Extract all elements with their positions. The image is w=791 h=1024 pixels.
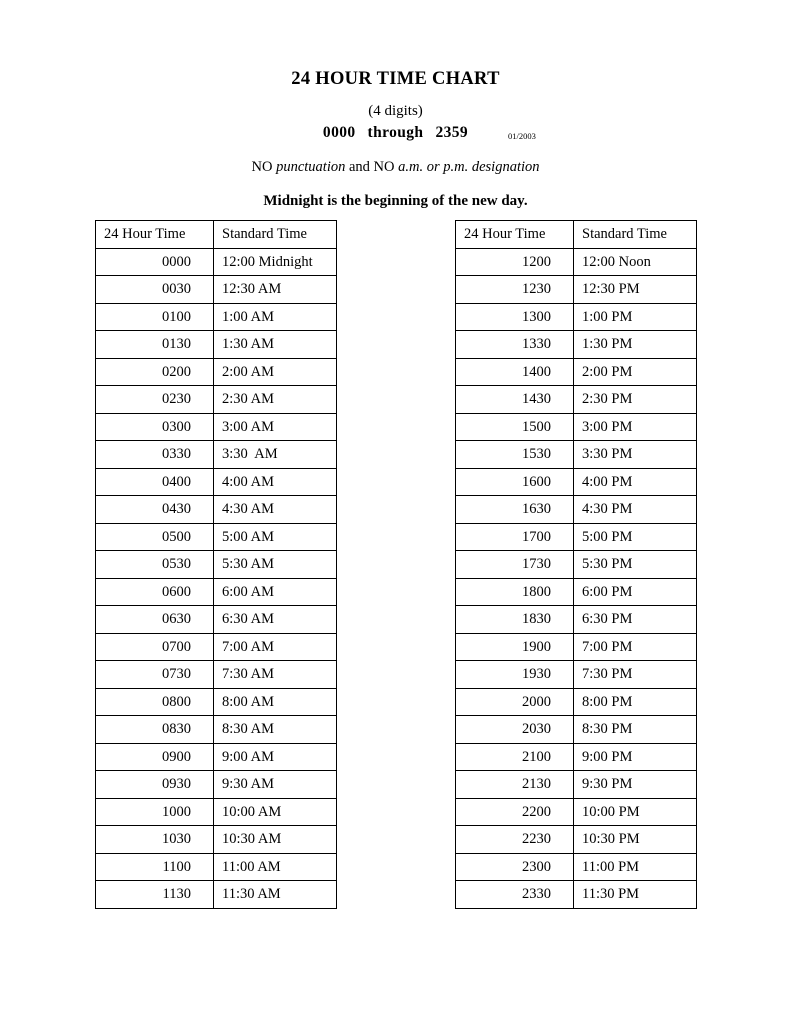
table-row [96, 826, 337, 854]
cell-standard-time: 1:30 AM [214, 331, 337, 359]
cell-standard-time: 4:30 AM [214, 496, 337, 524]
table-row [456, 413, 697, 441]
cell-standard-time: 1:00 AM [214, 303, 337, 331]
table-row [96, 688, 337, 716]
table-row [456, 606, 697, 634]
table-row [96, 551, 337, 579]
punctuation-note-part1: NO [251, 159, 277, 175]
cell-24-hour-time: 0730 [96, 661, 214, 689]
table-row [96, 248, 337, 276]
table-row [96, 468, 337, 496]
cell-standard-time: 8:00 PM [574, 688, 697, 716]
cell-standard-time: 8:00 AM [214, 688, 337, 716]
table-row [96, 358, 337, 386]
cell-24-hour-time: 0800 [96, 688, 214, 716]
table-row [456, 248, 697, 276]
cell-24-hour-time: 0400 [96, 468, 214, 496]
cell-24-hour-time: 0700 [96, 633, 214, 661]
table-row [96, 853, 337, 881]
cell-standard-time: 11:00 AM [214, 853, 337, 881]
table-row [96, 633, 337, 661]
table-row [96, 661, 337, 689]
table-row [456, 303, 697, 331]
punctuation-note-part4: a.m. or p.m. designation [398, 159, 540, 175]
cell-standard-time: 9:30 PM [574, 771, 697, 799]
table-row [456, 716, 697, 744]
cell-24-hour-time: 1130 [96, 881, 214, 909]
cell-standard-time: 3:30 PM [574, 441, 697, 469]
table-row [456, 358, 697, 386]
cell-24-hour-time: 1800 [456, 578, 574, 606]
cell-24-hour-time: 0230 [96, 386, 214, 414]
cell-standard-time: 8:30 PM [574, 716, 697, 744]
am-table-head [96, 221, 337, 249]
cell-standard-time: 12:00 Noon [574, 248, 697, 276]
cell-standard-time: 10:30 AM [214, 826, 337, 854]
cell-standard-time: 12:00 Midnight [214, 248, 337, 276]
cell-24-hour-time: 0200 [96, 358, 214, 386]
table-row [456, 441, 697, 469]
range-end-value: 2359 [435, 124, 469, 141]
cell-24-hour-time: 0100 [96, 303, 214, 331]
table-header-row [96, 221, 337, 249]
cell-standard-time: 7:30 AM [214, 661, 337, 689]
cell-24-hour-time: 1630 [456, 496, 574, 524]
table-row [456, 633, 697, 661]
table-row [456, 276, 697, 304]
table-row [96, 496, 337, 524]
table-header-row [456, 221, 697, 249]
cell-standard-time: 5:00 AM [214, 523, 337, 551]
cell-24-hour-time: 0300 [96, 413, 214, 441]
cell-24-hour-time: 1900 [456, 633, 574, 661]
pm-table-body [456, 248, 697, 908]
cell-24-hour-time: 1600 [456, 468, 574, 496]
table-row [456, 551, 697, 579]
cell-standard-time: 7:30 PM [574, 661, 697, 689]
table-row [456, 496, 697, 524]
punctuation-note [0, 158, 791, 176]
cell-24-hour-time: 1000 [96, 798, 214, 826]
table-row [456, 853, 697, 881]
cell-standard-time: 12:30 AM [214, 276, 337, 304]
cell-24-hour-time: 2100 [456, 743, 574, 771]
table-row [96, 606, 337, 634]
cell-standard-time: 1:30 PM [574, 331, 697, 359]
cell-standard-time: 11:30 AM [214, 881, 337, 909]
cell-standard-time: 2:30 PM [574, 386, 697, 414]
cell-standard-time: 11:00 PM [574, 853, 697, 881]
cell-standard-time: 10:00 AM [214, 798, 337, 826]
cell-24-hour-time: 0000 [96, 248, 214, 276]
time-range-line [0, 123, 791, 142]
cell-24-hour-time: 0900 [96, 743, 214, 771]
cell-24-hour-time: 1700 [456, 523, 574, 551]
table-row [96, 771, 337, 799]
digits-note: (4 digits) [368, 103, 423, 119]
am-time-table-container [95, 220, 337, 909]
cell-24-hour-time: 1400 [456, 358, 574, 386]
cell-24-hour-time: 0130 [96, 331, 214, 359]
pm-table-head [456, 221, 697, 249]
table-row [456, 798, 697, 826]
cell-standard-time: 10:30 PM [574, 826, 697, 854]
cell-24-hour-time: 2130 [456, 771, 574, 799]
cell-standard-time: 2:00 AM [214, 358, 337, 386]
cell-24-hour-time: 1330 [456, 331, 574, 359]
pm-time-table [455, 220, 697, 909]
cell-standard-time: 4:00 PM [574, 468, 697, 496]
cell-standard-time: 6:00 PM [574, 578, 697, 606]
cell-standard-time: 6:00 AM [214, 578, 337, 606]
cell-standard-time: 5:00 PM [574, 523, 697, 551]
table-row [456, 386, 697, 414]
table-row [96, 276, 337, 304]
cell-standard-time: 3:00 AM [214, 413, 337, 441]
cell-24-hour-time: 0330 [96, 441, 214, 469]
table-row [96, 523, 337, 551]
cell-standard-time: 9:00 AM [214, 743, 337, 771]
table-row [456, 578, 697, 606]
cell-standard-time: 9:30 AM [214, 771, 337, 799]
column-header-standard: Standard Time [214, 221, 337, 249]
cell-standard-time: 3:30 AM [214, 441, 337, 469]
cell-24-hour-time: 0530 [96, 551, 214, 579]
cell-standard-time: 1:00 PM [574, 303, 697, 331]
cell-standard-time: 2:30 AM [214, 386, 337, 414]
table-row [456, 771, 697, 799]
cell-24-hour-time: 0830 [96, 716, 214, 744]
table-row [456, 826, 697, 854]
cell-24-hour-time: 1200 [456, 248, 574, 276]
cell-24-hour-time: 1930 [456, 661, 574, 689]
cell-24-hour-time: 1030 [96, 826, 214, 854]
table-row [456, 881, 697, 909]
cell-standard-time: 3:00 PM [574, 413, 697, 441]
cell-24-hour-time: 1430 [456, 386, 574, 414]
cell-standard-time: 12:30 PM [574, 276, 697, 304]
cell-standard-time: 5:30 AM [214, 551, 337, 579]
cell-standard-time: 2:00 PM [574, 358, 697, 386]
table-row [96, 798, 337, 826]
cell-24-hour-time: 1830 [456, 606, 574, 634]
cell-24-hour-time: 2230 [456, 826, 574, 854]
table-row [96, 716, 337, 744]
cell-standard-time: 7:00 PM [574, 633, 697, 661]
range-start-value: 0000 [322, 124, 356, 141]
cell-standard-time: 9:00 PM [574, 743, 697, 771]
cell-standard-time: 8:30 AM [214, 716, 337, 744]
cell-24-hour-time: 1730 [456, 551, 574, 579]
cell-24-hour-time: 2000 [456, 688, 574, 716]
cell-24-hour-time: 0930 [96, 771, 214, 799]
cell-standard-time: 5:30 PM [574, 551, 697, 579]
table-row [96, 578, 337, 606]
table-row [96, 441, 337, 469]
cell-standard-time: 11:30 PM [574, 881, 697, 909]
cell-standard-time: 4:00 AM [214, 468, 337, 496]
cell-24-hour-time: 1230 [456, 276, 574, 304]
column-header-24-hour: 24 Hour Time [96, 221, 214, 249]
cell-24-hour-time: 0030 [96, 276, 214, 304]
table-row [96, 331, 337, 359]
revision-date-stamp: 01/2003 [508, 131, 536, 141]
cell-24-hour-time: 0430 [96, 496, 214, 524]
cell-24-hour-time: 2200 [456, 798, 574, 826]
cell-standard-time: 6:30 AM [214, 606, 337, 634]
cell-24-hour-time: 2030 [456, 716, 574, 744]
column-header-standard: Standard Time [574, 221, 697, 249]
table-row [456, 523, 697, 551]
page-title: 24 HOUR TIME CHART [291, 69, 500, 89]
am-table-body [96, 248, 337, 908]
cell-standard-time: 6:30 PM [574, 606, 697, 634]
cell-24-hour-time: 1500 [456, 413, 574, 441]
cell-24-hour-time: 2330 [456, 881, 574, 909]
table-row [456, 661, 697, 689]
range-connector-label: through [367, 124, 424, 141]
cell-24-hour-time: 0630 [96, 606, 214, 634]
table-row [96, 386, 337, 414]
cell-24-hour-time: 1300 [456, 303, 574, 331]
cell-24-hour-time: 0500 [96, 523, 214, 551]
am-time-table [95, 220, 337, 909]
cell-24-hour-time: 1530 [456, 441, 574, 469]
cell-standard-time: 7:00 AM [214, 633, 337, 661]
midnight-note: Midnight is the beginning of the new day. [263, 193, 528, 209]
table-row [456, 331, 697, 359]
pm-time-table-container [455, 220, 697, 909]
table-row [456, 688, 697, 716]
punctuation-note-part2: punctuation [276, 159, 346, 175]
table-row [96, 303, 337, 331]
cell-standard-time: 10:00 PM [574, 798, 697, 826]
cell-standard-time: 4:30 PM [574, 496, 697, 524]
cell-24-hour-time: 2300 [456, 853, 574, 881]
table-row [456, 468, 697, 496]
cell-24-hour-time: 1100 [96, 853, 214, 881]
punctuation-note-part3: and NO [345, 159, 399, 175]
column-header-24-hour: 24 Hour Time [456, 221, 574, 249]
table-row [96, 413, 337, 441]
table-row [96, 743, 337, 771]
table-row [96, 881, 337, 909]
document-header [0, 68, 791, 210]
table-row [456, 743, 697, 771]
cell-24-hour-time: 0600 [96, 578, 214, 606]
